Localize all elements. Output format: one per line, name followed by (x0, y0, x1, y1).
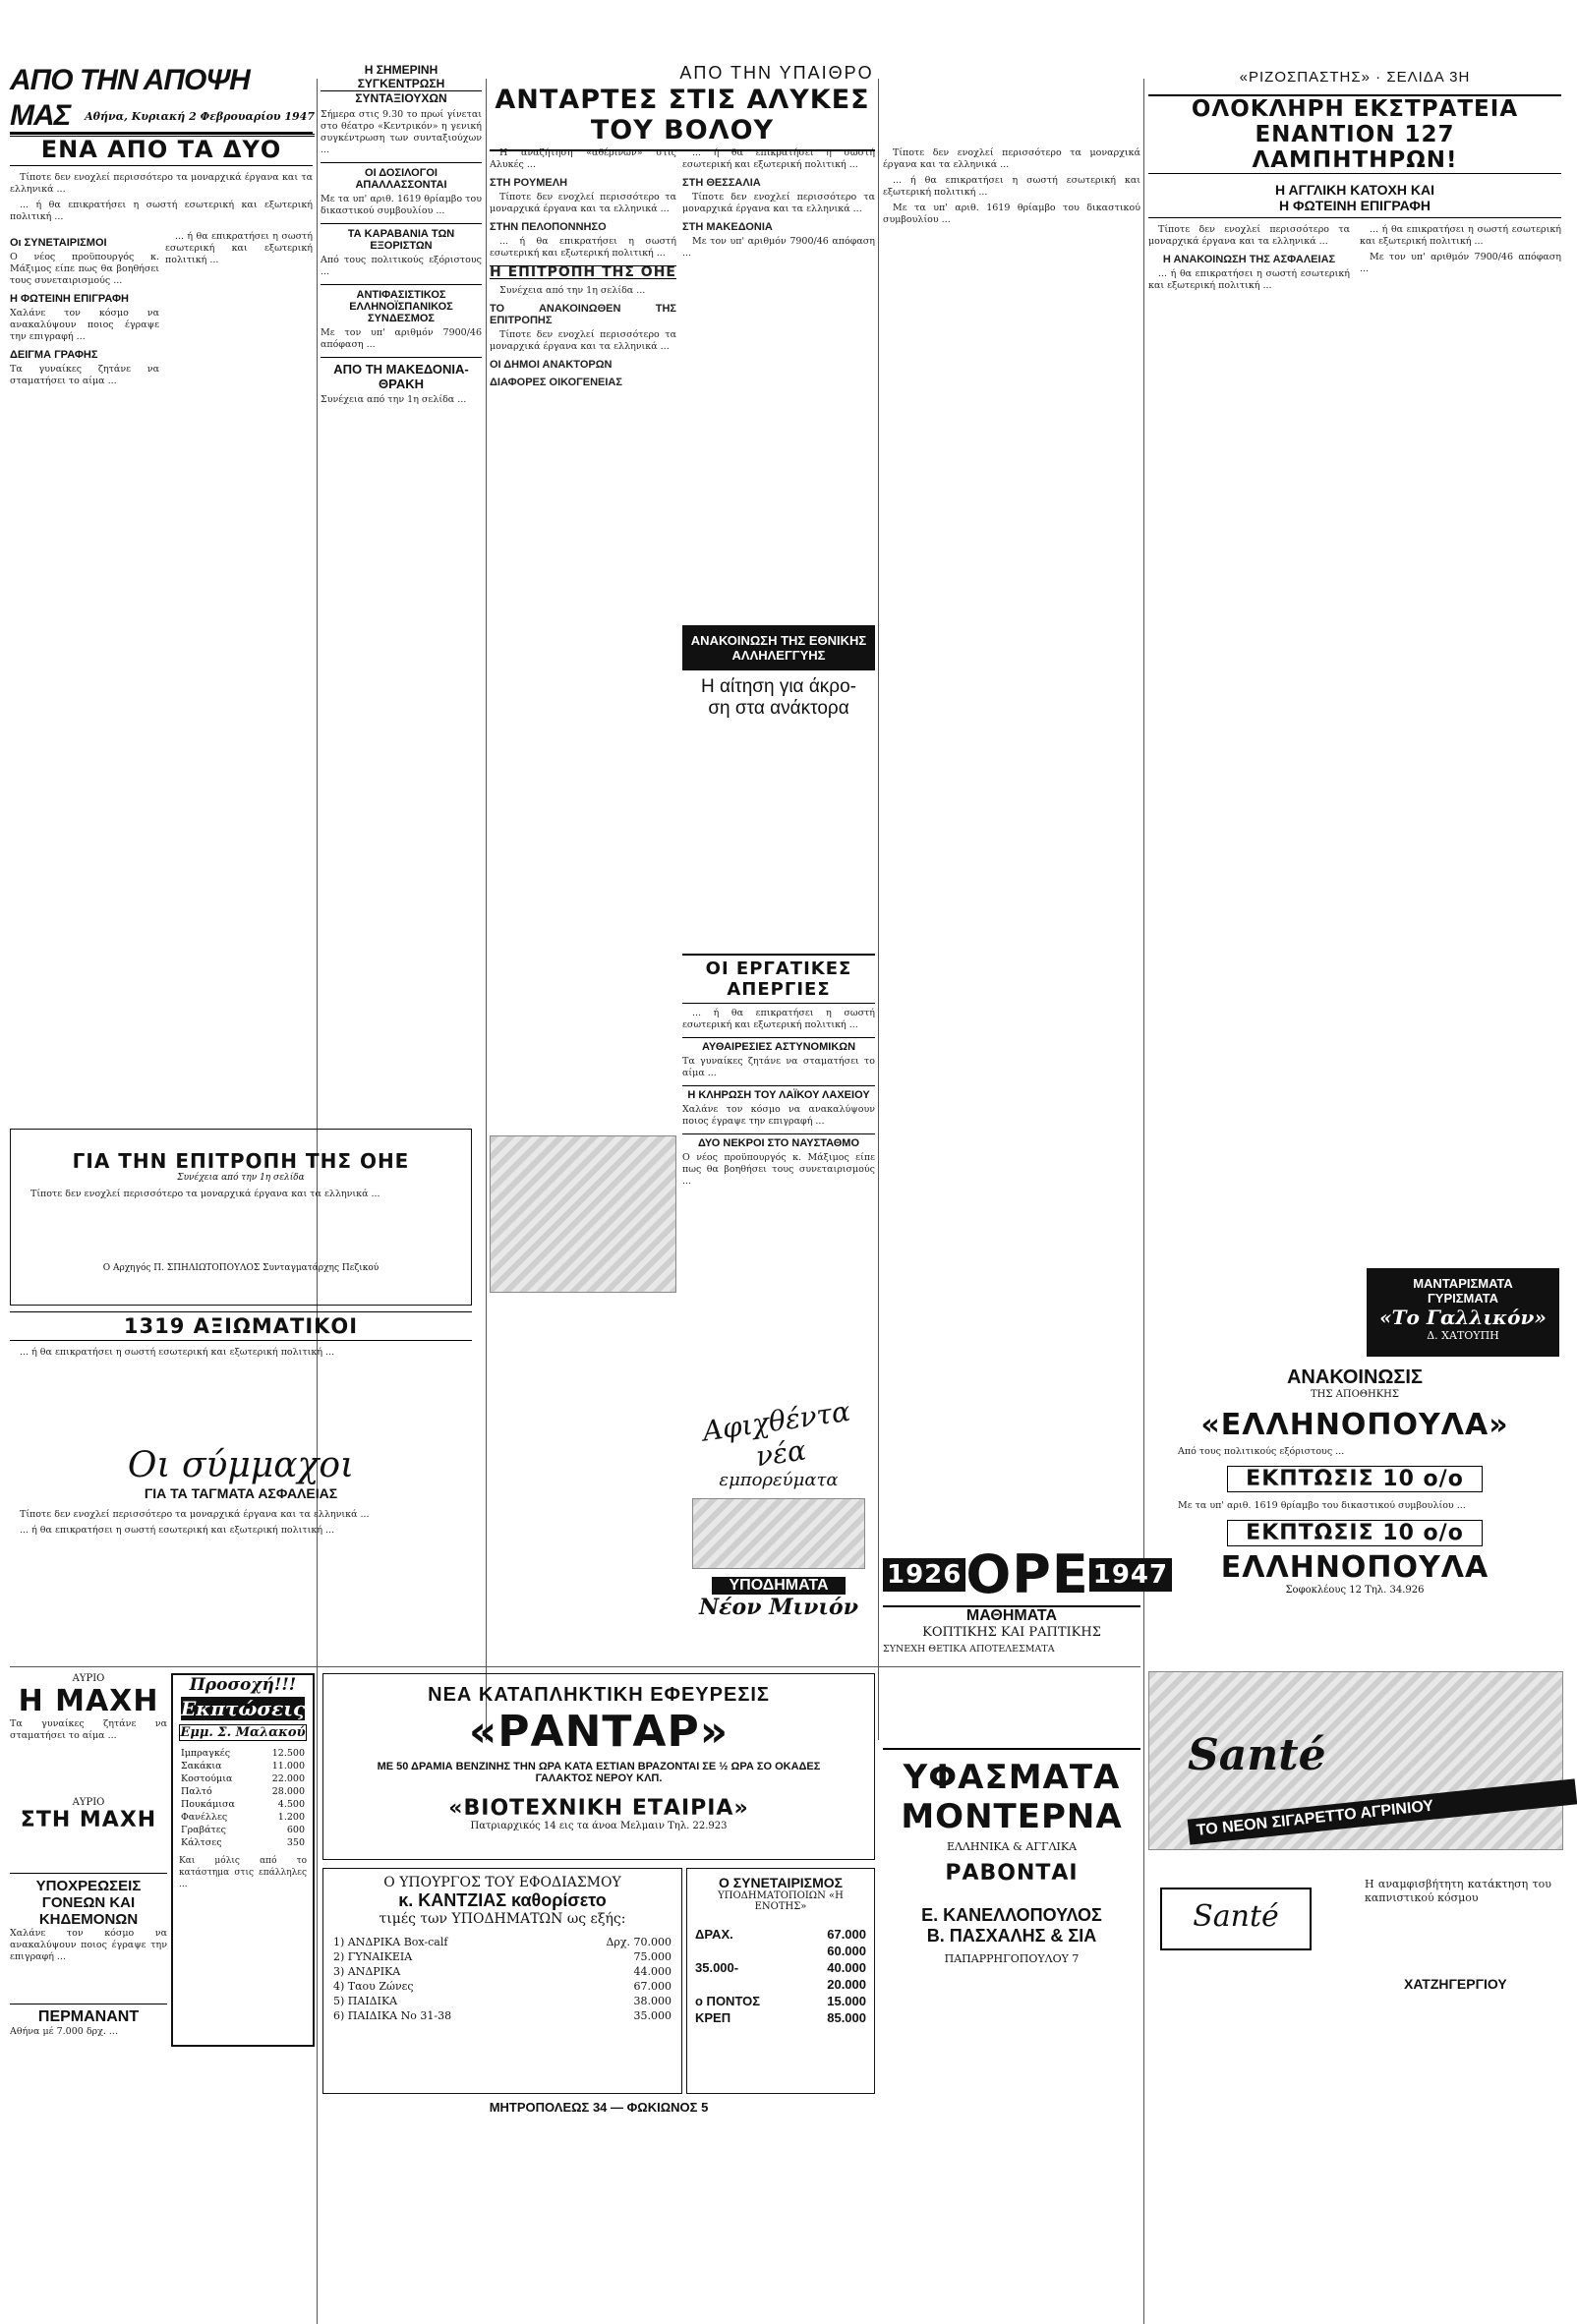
col4-paragraph: Τίποτε δεν ενοχλεί περισσότερο τα μοναρχικά έργανα και τα ελληνικά ... (682, 192, 875, 214)
officers-body (10, 1347, 472, 1359)
col1-right-sub (165, 231, 313, 387)
coop-ad (686, 1868, 875, 2094)
elinopoula-text-2: Με τα υπ' αριθ. 1619 θρίαμβο του δικαστικού συμβουλίου ... (1178, 1500, 1466, 1511)
coop-row: ΔΡΑΧ. 67.000 (695, 1927, 866, 1942)
maxi-text: Τα γυναίκες ζητάνε να σταματήσει το αίμα ... (10, 1718, 167, 1741)
fashion-title-2: ΓΥΡΙΣΜΑΤΑ (1427, 1291, 1499, 1306)
col6-paragraph: ... ή θα επικρατήσει η σωστή εσωτερική και εξωτερική πολιτική ... (1360, 224, 1561, 247)
cigarette-tagline: Η αναμφισβήτητη κατάκτηση του καπνιστικού κόσμου (1365, 1878, 1551, 1904)
parents-text: Χαλάνε τον κόσμο να ανακαλύψουν ποιος έγραψε την επιγραφή ... (10, 1928, 167, 1962)
col3-paragraph: Τίποτε δεν ενοχλεί περισσότερο τα μοναρχικά έργανα και τα ελληνικά ... (490, 329, 676, 352)
parents-notice (10, 1873, 167, 2001)
shoes-ad-title-2: εμπορεύματα (719, 1470, 839, 1490)
shoes-footer-text: ΜΗΤΡΟΠΟΛΕΩΣ 34 — ΦΩΚΙΩΝΟΣ 5 (489, 2100, 709, 2115)
sale-row: Γραβάτες 600 (181, 1825, 305, 1835)
col6-sub: Η ΑΓΓΛΙΚΗ ΚΑΤΟΧΗ ΚΑΙ (1275, 182, 1434, 198)
col1-article (10, 132, 313, 1125)
col6-sub-3: Η ΑΝΑΚΟΙΝΩΣΗ ΤΗΣ ΑΣΦΑΛΕΙΑΣ (1162, 254, 1336, 265)
cigarette-maker: ΧΑΤΖΗΓΕΡΓΙΟΥ (1404, 1976, 1507, 1992)
sale-footer: Και μόλις από το κατάστημα στις επάλληλες ... (179, 1856, 307, 1889)
page-label: «ΡΙΖΟΣΠΑΣΤΗΣ» · ΣΕΛΙΔΑ 3Η (1239, 69, 1471, 86)
cigarette-pack: Santé (1160, 1888, 1312, 1950)
col4-paragraph: Με τον υπ' αριθμόν 7900/46 απόφαση ... (682, 236, 875, 259)
col6-headline-2: ΕΝΑΝΤΙΟΝ 127 ΛΑΜΠΗΤΗΡΩΝ! (1148, 122, 1561, 174)
permanent-ad (10, 2004, 167, 2121)
col1-section-title: ΔΕΙΓΜΑ ΓΡΑΦΗΣ (10, 349, 98, 361)
ore-sub-2: ΚΟΠΤΙΚΗΣ ΚΑΙ ΡΑΠΤΙΚΗΣ (922, 1625, 1101, 1640)
col6-paragraph: Τίποτε δεν ενοχλεί περισσότερο τα μοναρχικά έργανα και τα ελληνικά ... (1148, 224, 1350, 247)
strikes-text-b: Χαλάνε τον κόσμο να ανακαλύψουν ποιος έγραψε την επιγραφή ... (682, 1104, 875, 1127)
coop-row: ο ΠΟΝΤΟΣ 15.000 (695, 1994, 866, 2008)
alliance-subtitle: Η αίτηση για άκρο- (700, 676, 857, 697)
uno-signature: Ο Αρχηγός Π. ΣΠΗΛΙΩΤΟΠΟΥΛΟΣ Συνταγματάρχης Πεζικού (102, 1263, 380, 1273)
coop-row: 20.000 (827, 1977, 866, 1992)
col3-section: ΟΙ ΔΗΜΟΙ ΑΝΑΚΤΟΡΩΝ (490, 359, 613, 371)
col2-text-d: Συνέχεια από την 1η σελίδα ... (321, 394, 467, 405)
sale-row: Ιμπραγκές 12.500 (181, 1748, 305, 1759)
permanent-text: Αθήνα μέ 7.000 δρχ. ... (10, 2026, 118, 2037)
sale-banner: Προσοχή!!! (189, 1675, 297, 1695)
shoe-price-row: 2) ΓΥΝΑΙΚΕΙΑ 75.000 (333, 1950, 672, 1963)
ore-sub: ΜΑΘΗΜΑΤΑ (965, 1607, 1058, 1624)
col2-text-a: Με τα υπ' αριθ. 1619 θρίαμβο του δικαστικού συμβουλίου ... (321, 194, 482, 216)
strikes-title: ΟΙ ΕΡΓΑΤΙΚΕΣ ΑΠΕΡΓΙΕΣ (682, 954, 875, 1004)
elinopoula-title: «ΕΛΛΗΝΟΠΟΥΛΑ» (1200, 1408, 1509, 1442)
col6-headline: ΟΛΟΚΛΗΡΗ ΕΚΣΤΡΑΤΕΙΑ (1148, 94, 1561, 122)
elinopoula-discount-2: ΕΚΠΤΩΣΙΣ 10 ο/ο (1227, 1520, 1483, 1546)
cigarette-ad (1148, 1671, 1561, 2143)
alliance-title: ΑΝΑΚΟΙΝΩΣΗ ΤΗΣ ΕΘΝΙΚΗΣ ΑΛΛΗΛΕΓΓΥΗΣ (682, 625, 875, 670)
radar-address: Πατριαρχικός 14 εις τα άνοα Μελμαιν Τηλ. 22.923 (470, 1821, 728, 1831)
column-rule-2 (486, 79, 487, 1740)
strikes-body (682, 1008, 875, 1031)
ore-year-left: 1926 (883, 1558, 965, 1592)
sale-row: Κοστούμια 22.000 (181, 1773, 305, 1784)
shoe-price-row: 5) ΠΑΙΔΙΚΑ 38.000 (333, 1995, 672, 2007)
col2-text-b: Από τους πολιτικούς εξόριστους ... (321, 255, 482, 277)
radar-desc: ΜΕ 50 ΔΡΑΜΙΑ ΒΕΝΖΙΝΗΣ ΤΗΝ ΩΡΑ ΚΑΤΑ ΕΣΤΙΑΝ ΒΡΑΖΟΝΤΑΙ ΣΕ ½ ΩΡΑ ΣΟ ΟΚΑΔΕΣ ΓΑΛΑΚΤΟΣ ΝΕΡΟΥ ΚΛΠ. (377, 1761, 821, 1784)
fabrics-brand: ΡΑΒΟΝΤΑΙ (945, 1861, 1079, 1886)
col3-section: ΣΤΗ ΡΟΥΜΕΛΗ (490, 177, 568, 189)
col1-headline: ΕΝΑ ΑΠΟ ΤΑ ΔΥΟ (10, 132, 313, 166)
shoes-image (692, 1498, 865, 1569)
col6-sub-2: Η ΦΩΤΕΙΝΗ ΕΠΙΓΡΑΦΗ (1148, 198, 1561, 218)
col1-left-sub (10, 231, 159, 387)
radar-company: «ΒΙΟΤΕΧΝΙΚΗ ΕΤΑΙΡΙΑ» (448, 1796, 749, 1821)
maxi-label-2: ΑΥΡΙΟ (72, 1797, 105, 1808)
column-rule-4 (878, 79, 879, 1740)
elinopoula-discount: ΕΚΠΤΩΣΙΣ 10 ο/ο (1227, 1466, 1483, 1492)
col2-article (321, 63, 482, 1125)
column-rule-5 (1143, 79, 1144, 2324)
col6-body-left (1148, 224, 1350, 296)
col2-section-a: ΟΙ ΔΟΣΙΛΟΓΟΙ ΑΠΑΛΛΑΣΣΟΝΤΑΙ (321, 162, 482, 191)
fabrics-name-2: Β. ΠΑΣΧΑΛΗΣ & ΣΙΑ (926, 1926, 1097, 1946)
col3-paragraph: ... ή θα επικρατήσει η σωστή εσωτερική και εξωτερική πολιτική ... (490, 236, 676, 259)
maxi-title-2: ΣΤΗ ΜΑΧΗ (20, 1808, 157, 1832)
maxi-ad (10, 1673, 167, 1870)
col3-paragraph: Τίποτε δεν ενοχλεί περισσότερο τα μοναρχικά έργανα και τα ελληνικά ... (490, 192, 676, 214)
col2-section-c: ΑΝΤΙΦΑΣΙΣΤΙΚΟΣ ΕΛΛΗΝΟΪΣΠΑΝΙΚΟΣ ΣΥΝΔΕΣΜΟΣ (321, 284, 482, 324)
col5-paragraph: ... ή θα επικρατήσει η σωστή εσωτερική και εξωτερική πολιτική ... (883, 175, 1140, 198)
col3-section: ΔΙΑΦΟΡΕΣ ΟΙΚΟΓΕΝΕΙΑΣ (490, 377, 622, 388)
uno-paragraph: Τίποτε δεν ενοχλεί περισσότερο τα μοναρχικά έργανα και τα ελληνικά ... (30, 1189, 380, 1199)
allies-title: Οι σύμμαχοι (127, 1445, 355, 1485)
alliance-notice (682, 625, 875, 812)
col2-text-c: Με τον υπ' αριθμόν 7900/46 απόφαση ... (321, 327, 482, 350)
shoe-prices-title: Ο ΥΠΟΥΡΓΟΣ ΤΟΥ ΕΦΟΔΙΑΣΜΟΥ (383, 1875, 621, 1890)
uno-body (11, 1183, 471, 1263)
col5-paragraph: Με τα υπ' αριθ. 1619 θρίαμβο του δικαστικού συμβουλίου ... (883, 203, 1140, 225)
sale-title: Εκπτώσεις (181, 1697, 306, 1720)
maxi-title: Η ΜΑΧΗ (18, 1684, 159, 1718)
cigarette-brand: Santé (1188, 1730, 1326, 1780)
shoe-price-row: 4) Ταου Ζώνες 67.000 (333, 1980, 672, 1993)
sale-ad (171, 1673, 315, 2047)
main-headline: ΑΝΤΑΡΤΕΣ ΣΤΙΣ ΑΛΥΚΕΣ ΤΟΥ ΒΟΛΟΥ (490, 85, 875, 151)
elinopoula-sub: ΤΗΣ ΑΠΟΘΗΚΗΣ (1311, 1389, 1399, 1400)
col1-section-title: Οι ΣΥΝΕΤΑΙΡΙΣΜΟΙ (10, 237, 107, 249)
section-label: ΑΠΟ ΤΗΝ ΥΠΑΙΘΡΟ (679, 63, 874, 83)
section-title: ΑΠΟ ΤΗΝ ΑΠΟΨΗ ΜΑΣ (10, 63, 315, 137)
main-headline-wrap (490, 85, 875, 144)
elinopoula-ad (1148, 1366, 1561, 1661)
strikes-text-c: Ο νέος προϋπουργός κ. Μάξιμος είπε πως θα βοηθήσει τους συνεταιρισμούς ... (682, 1152, 875, 1187)
col4-body (682, 147, 875, 619)
col3-paragraph: Η αναζήτηση «αθέρινων» στις Αλυκές ... (490, 147, 676, 170)
shoes-brand: ΥΠΟΔΗΜΑΤΑ (712, 1577, 846, 1595)
coop-title-2: ΥΠΟΔΗΜΑΤΟΠΟΙΩΝ «Η ΕΝΟΤΗΣ» (718, 1890, 844, 1912)
allies-paragraph: ... ή θα επικρατήσει η σωστή εσωτερική και εξωτερική πολιτική ... (20, 1525, 335, 1536)
col3-uno-title: Η ΕΠΙΤΡΟΠΗ ΤΗΣ ΟΗΕ (490, 264, 676, 280)
cigarette-slogan: ΤΟ ΝΕΟΝ ΣΙΓΑΡΕΤΤΟ ΑΓΡΙΝΙΟΥ (1188, 1778, 1577, 1844)
col6-paragraph: ... ή θα επικρατήσει η σωστή εσωτερική και εξωτερική πολιτική ... (1148, 268, 1350, 291)
allies-article (10, 1445, 472, 1661)
elinopoula-kicker: ΑΝΑΚΟΙΝΩΣΙΣ (1286, 1366, 1423, 1388)
col1-paragraph: ... ή θα επικρατήσει η σωστή εσωτερική και εξωτερική πολιτική ... (10, 200, 313, 222)
shoe-price-row: 1) ΑΝΔΡΙΚΑ Box-calf Δρχ. 70.000 (333, 1936, 672, 1948)
uno-continuation: Συνέχεια από την 1η σελίδα (177, 1173, 305, 1183)
shoe-prices-ad (322, 1868, 682, 2094)
col2-section-d: ΑΠΟ ΤΗ ΜΑΚΕΔΟΝΙΑ-ΘΡΑΚΗ (321, 357, 482, 391)
strikes-text-a: Τα γυναίκες ζητάνε να σταματήσει το αίμα ... (682, 1056, 875, 1078)
sale-row: Κάλτσες 350 (181, 1837, 305, 1848)
permanent-title: ΠΕΡΜΑΝΑΝΤ (10, 2004, 167, 2026)
uno-title: ΓΙΑ ΤΗΝ ΕΠΙΤΡΟΠΗ ΤΗΣ ΟΗΕ (72, 1149, 410, 1173)
sale-row: Φανέλλες 1.200 (181, 1812, 305, 1823)
shoe-prices-title-2: κ. ΚΑΝΤΖΙΑΣ καθορίσετο (398, 1890, 607, 1910)
sale-row: Σακάκια 11.000 (181, 1761, 305, 1772)
alliance-subtitle-2: ση στα ανάκτορα (708, 698, 849, 719)
col4-paragraph: ... ή θα επικρατήσει η σωστή εσωτερική και εξωτερική πολιτική ... (682, 147, 875, 170)
shoes-brand-2: Νέον Μινιόν (699, 1595, 858, 1620)
fabrics-name: Ε. ΚΑΝΕΛΛΟΠΟΥΛΟΣ (921, 1905, 1102, 1925)
officers-paragraph: ... ή θα επικρατήσει η σωστή εσωτερική και εξωτερική πολιτική ... (20, 1347, 335, 1358)
elinopoula-address: Σοφοκλέους 12 Τηλ. 34.926 (1285, 1585, 1425, 1596)
col5-top (883, 63, 1140, 122)
ore-title: ΟΡΕ (965, 1543, 1089, 1605)
col3-section: ΤΟ ΑΝΑΚΟΙΝΩΘΕΝ ΤΗΣ ΕΠΙΤΡΟΠΗΣ (490, 303, 676, 326)
coop-row: 35.000- 40.000 (695, 1960, 866, 1975)
col6-paragraph: Με τον υπ' αριθμόν 7900/46 απόφαση ... (1360, 252, 1561, 274)
shoes-footer (322, 2100, 875, 2139)
allies-paragraph: Τίποτε δεν ενοχλεί περισσότερο τα μοναρχικά έργανα και τα ελληνικά ... (20, 1509, 370, 1520)
radar-title: «ΡΑΝΤΑΡ» (468, 1707, 730, 1757)
col5-paragraph: Τίποτε δεν ενοχλεί περισσότερο τα μοναρχικά έργανα και τα ελληνικά ... (883, 147, 1140, 170)
fabrics-address: ΠΑΠΑΡΡΗΓΟΠΟΥΛΟΥ 7 (944, 1952, 1080, 1965)
strikes-article (682, 954, 875, 1386)
uno-article (10, 1129, 472, 1306)
fabrics-title-2: ΜΟΝΤΕΡΝΑ (901, 1797, 1123, 1836)
col4-section: ΣΤΗ ΜΑΚΕΔΟΝΙΑ (682, 221, 773, 233)
sale-row: Παλτό 28.000 (181, 1786, 305, 1797)
fashion-title: ΜΑΝΤΑΡΙΣΜΑΤΑ (1413, 1276, 1513, 1291)
radar-ad (322, 1673, 875, 1860)
fashion-owner: Δ. ΧΑΤΟΥΠΗ (1427, 1329, 1499, 1342)
officers-article (10, 1311, 472, 1449)
fabrics-sub: ΕΛΛΗΝΙΚΑ & ΑΓΓΛΙΚΑ (946, 1840, 1078, 1853)
coop-title: Ο ΣΥΝΕΤΑΙΡΙΣΜΟΣ (718, 1875, 844, 1890)
ore-text: ΣΥΝΕΧΗ ΘΕΤΙΚΑ ΑΠΟΤΕΛΕΣΜΑΤΑ (883, 1644, 1055, 1655)
col3-body (490, 147, 676, 1131)
strikes-sub-c: ΔΥΟ ΝΕΚΡΟΙ ΣΤΟ ΝΑΥΣΤΑΘΜΟ (682, 1133, 875, 1149)
shoes-ad (682, 1391, 875, 1656)
hrule (322, 1666, 1140, 1667)
sale-rows (173, 1745, 313, 1851)
col3-section: ΣΤΗΝ ΠΕΛΟΠΟΝΝΗΣΟ (490, 221, 607, 233)
col1-section-text: Τα γυναίκες ζητάνε να σταματήσει το αίμα ... (10, 364, 159, 386)
col6-article (1148, 94, 1561, 1264)
officers-title: 1319 ΑΞΙΩΜΑΤΙΚΟΙ (10, 1311, 472, 1341)
col2-text: Σήμερα στις 9.30 το πρωί γίνεται στο θέατρο «Κεντρικόν» η γενική συγκέντρωση των συνταξιούχων ... (321, 109, 482, 155)
fashion-brand: «Το Γαλλικόν» (1379, 1306, 1547, 1329)
col6-body-right (1360, 224, 1561, 296)
col2-section-b: ΤΑ ΚΑΡΑΒΑΝΙΑ ΤΩΝ ΕΞΟΡΙΣΤΩΝ (321, 223, 482, 252)
shoe-price-row: 3) ΑΝΔΡΙΚΑ 44.000 (333, 1965, 672, 1978)
mail-illustration (490, 1135, 676, 1293)
strikes-paragraph: ... ή θα επικρατήσει η σωστή εσωτερική και εξωτερική πολιτική ... (682, 1008, 875, 1030)
allies-subtitle: ΓΙΑ ΤΑ ΤΑΓΜΑΤΑ ΑΣΦΑΛΕΙΑΣ (144, 1485, 338, 1501)
ore-year-right: 1947 (1089, 1558, 1172, 1592)
strikes-sub-b: Η ΚΛΗΡΩΣΗ ΤΟΥ ΛΑΪΚΟΥ ΛΑΧΕΙΟΥ (682, 1085, 875, 1101)
coop-row: ΚΡΕΠ 85.000 (695, 2010, 866, 2025)
shoe-prices-title-3: τιμές των ΥΠΟΔΗΜΑΤΩΝ ως εξής: (379, 1911, 626, 1927)
fashion-ad (1367, 1268, 1559, 1357)
parents-title: ΥΠΟΧΡΕΩΣΕΙΣ ΓΟΝΕΩΝ ΚΑΙ ΚΗΔΕΜΟΝΩΝ (10, 1873, 167, 1928)
allies-body (10, 1509, 472, 1537)
col1-section-text: Ο νέος προϋπουργός κ. Μάξιμος είπε πως θα βοηθήσει τους συνεταιρισμούς ... (10, 252, 159, 286)
elinopoula-text: Από τους πολιτικούς εξόριστους ... (1178, 1446, 1345, 1457)
col1-paragraph: ... ή θα επικρατήσει η σωστή εσωτερική και εξωτερική πολιτική ... (165, 231, 313, 265)
shoe-price-row: 6) ΠΑΙΔΙΚΑ Νο 31-38 35.000 (333, 2009, 672, 2022)
ore-ad (883, 1543, 1169, 1740)
elinopoula-title-2: ΕΛΛΗΝΟΠΟΥΛΑ (1220, 1550, 1489, 1585)
col1-paragraph: Τίποτε δεν ενοχλεί περισσότερο τα μοναρχικά έργανα και τα ελληνικά ... (10, 172, 313, 195)
col5-body (883, 147, 1140, 1131)
col1-body (10, 172, 313, 223)
col4-section: ΣΤΗ ΘΕΣΣΑΛΙΑ (682, 177, 761, 189)
col2-box-title: Η ΣΗΜΕΡΙΝΗ ΣΥΓΚΕΝΤΡΩΣΗ (321, 63, 482, 91)
coop-row: 60.000 (827, 1944, 866, 1958)
fabrics-title: ΥΦΑΣΜΑΤΑ (903, 1758, 1121, 1797)
shoes-ad-title: Αφιχθέντα νέα (700, 1394, 852, 1474)
col2-box-title-2: ΣΥΝΤΑΞΙΟΥΧΩΝ (355, 91, 447, 105)
sale-shop: Εμμ. Σ. Μαλακού (180, 1725, 306, 1740)
maxi-label: ΑΥΡΙΟ (72, 1673, 105, 1684)
fabrics-ad (883, 1748, 1140, 2092)
strikes-sub-a: ΑΥΘΑΙΡΕΣΙΕΣ ΑΣΤΥΝΟΜΙΚΩΝ (682, 1037, 875, 1053)
radar-kicker: ΝΕΑ ΚΑΤΑΠΛΗΚΤΙΚΗ ΕΦΕΥΡΕΣΙΣ (428, 1684, 770, 1706)
col1-section-title: Η ΦΩΤΕΙΝΗ ΕΠΙΓΡΑΦΗ (10, 293, 129, 305)
dateline: Αθήνα, Κυριακή 2 Φεβρουαρίου 1947 (85, 110, 315, 123)
col1-section-text: Χαλάνε τον κόσμο να ανακαλύψουν ποιος έγραψε την επιγραφή ... (10, 308, 159, 342)
sale-row: Πουκάμισα 4.500 (181, 1799, 305, 1810)
col3-paragraph: Συνέχεια από την 1η σελίδα ... (499, 285, 646, 296)
